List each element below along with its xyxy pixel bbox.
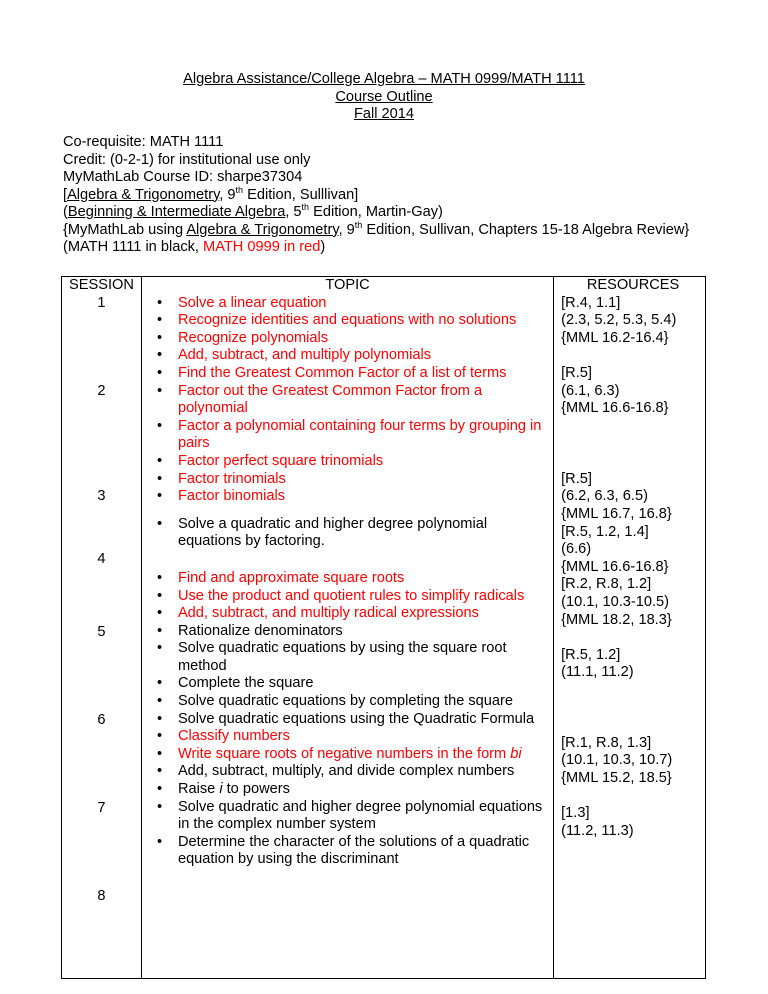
list-item: • Solve quadratic and higher degree polynomial equations in the complex number system xyxy=(142,799,553,834)
document-title: Algebra Assistance/College Algebra – MATH 0999/MATH 1111 xyxy=(183,71,585,87)
topic-column xyxy=(141,277,553,979)
session-number: 2 xyxy=(97,382,106,399)
list-item: • Write square roots of negative numbers in the form bi xyxy=(142,746,553,764)
resource-ref: (6.6) xyxy=(561,541,592,558)
document-header xyxy=(0,71,768,124)
list-item: • Solve a quadratic and higher degree polynomial equations by factoring. xyxy=(142,516,553,551)
resource-ref: (11.2, 11.3) xyxy=(561,822,634,839)
textbook-title: Algebra & Trigonometry xyxy=(186,221,339,238)
resource-ref: {MML 16.6-16.8} xyxy=(561,400,669,417)
resource-ref: [R.5, 1.2] xyxy=(561,646,621,663)
color-legend-line: (MATH 1111 in black, MATH 0999 in red) xyxy=(63,239,326,255)
resource-ref: (6.1, 6.3) xyxy=(561,382,620,399)
session-number: 8 xyxy=(97,888,106,905)
topic-list xyxy=(142,516,553,551)
session-number: 5 xyxy=(97,624,106,641)
resource-ref: [R.2, R.8, 1.2] xyxy=(561,576,652,593)
document-subtitle: Course Outline xyxy=(335,88,433,105)
session-number: 1 xyxy=(97,294,106,311)
list-item: • Add, subtract, and multiply polynomials xyxy=(142,347,553,365)
resource-ref: [R.5] xyxy=(561,470,592,487)
list-item: • Use the product and quotient rules to simplify radicals xyxy=(142,588,553,606)
resource-ref: (11.1, 11.2) xyxy=(561,664,634,681)
resource-ref: {MML 15.2, 18.5} xyxy=(561,769,672,786)
course-outline-table xyxy=(61,276,706,979)
resource-ref: (10.1, 10.3, 10.7) xyxy=(561,752,673,769)
session-number: 6 xyxy=(97,712,106,729)
resource-ref: {MML 16.2-16.4} xyxy=(561,329,669,346)
legend-red-text: MATH 0999 in red xyxy=(203,239,321,255)
session-column xyxy=(62,277,142,979)
resource-ref: [R.5, 1.2, 1.4] xyxy=(561,523,649,540)
list-item: • Solve a linear equation xyxy=(142,295,553,313)
resource-ref: (10.1, 10.3-10.5) xyxy=(561,593,670,610)
textbook-line-2: (Beginning & Intermediate Algebra, 5th Edition, Martin-Gay) xyxy=(63,202,443,220)
list-item: • Classify numbers xyxy=(142,728,553,746)
list-item: • Add, subtract, and multiply radical expressions xyxy=(142,605,553,623)
list-item: • Solve quadratic equations by using the square root method xyxy=(142,640,553,675)
list-item: • Complete the square xyxy=(142,675,553,693)
corequisite-line: Co-requisite: MATH 1111 xyxy=(63,134,224,150)
session-number: 7 xyxy=(97,800,106,817)
list-item: • Recognize polynomials xyxy=(142,330,553,348)
resource-ref: [1.3] xyxy=(561,805,590,822)
list-item: • Factor out the Greatest Common Factor from a polynomial xyxy=(142,383,553,418)
topic-list xyxy=(142,295,553,506)
list-item: • Solve quadratic equations using the Quadratic Formula xyxy=(142,711,553,729)
textbook-title: Algebra & Trigonometry xyxy=(67,186,220,203)
list-item: • Raise i to powers xyxy=(142,781,553,799)
resources-header: RESOURCES xyxy=(586,277,680,293)
course-id-line: MyMathLab Course ID: sharpe37304 xyxy=(63,169,303,185)
resource-ref: {MML 18.2, 18.3} xyxy=(561,611,672,628)
session-header: SESSION xyxy=(69,277,134,293)
resource-ref: [R.4, 1.1] xyxy=(561,294,621,311)
list-item: • Factor perfect square trinomials xyxy=(142,453,553,471)
textbook-line-3: {MyMathLab using Algebra & Trigonometry, 9th Edition, Sullivan, Chapters 15-18 Algebra Review} xyxy=(63,219,690,238)
resource-ref: {MML 16.7, 16.8} xyxy=(561,505,672,522)
list-item: • Determine the character of the solutions of a quadratic equation by using the discriminant xyxy=(142,834,553,869)
list-item: • Find the Greatest Common Factor of a list of terms xyxy=(142,365,553,383)
list-item: • Add, subtract, multiply, and divide complex numbers xyxy=(142,763,553,781)
list-item: • Factor trinomials xyxy=(142,471,553,489)
resource-ref: [R.1, R.8, 1.3] xyxy=(561,734,652,751)
resources-column xyxy=(554,277,706,979)
textbook-title: Beginning & Intermediate Algebra xyxy=(67,204,286,220)
credit-line: Credit: (0-2-1) for institutional use only xyxy=(63,151,311,168)
session-number: 4 xyxy=(97,550,106,567)
resource-ref: (6.2, 6.3, 6.5) xyxy=(561,488,648,505)
topic-list xyxy=(142,570,553,869)
textbook-line-1: [Algebra & Trigonometry, 9th Edition, Sulllivan] xyxy=(63,184,359,203)
list-item: • Find and approximate square roots xyxy=(142,570,553,588)
resource-ref: (2.3, 5.2, 5.3, 5.4) xyxy=(561,312,677,329)
session-number: 3 xyxy=(97,488,106,505)
resource-ref: {MML 16.6-16.8} xyxy=(561,558,669,575)
list-item: • Recognize identities and equations with no solutions xyxy=(142,312,553,330)
topic-header: TOPIC xyxy=(325,277,370,293)
resource-ref: [R.5] xyxy=(561,364,592,381)
course-info xyxy=(63,134,689,257)
list-item: • Factor a polynomial containing four terms by grouping in pairs xyxy=(142,418,553,453)
list-item: • Solve quadratic equations by completing the square xyxy=(142,693,553,711)
list-item: • Factor binomials xyxy=(142,488,553,506)
list-item: • Rationalize denominators xyxy=(142,623,553,641)
document-term: Fall 2014 xyxy=(353,106,415,122)
